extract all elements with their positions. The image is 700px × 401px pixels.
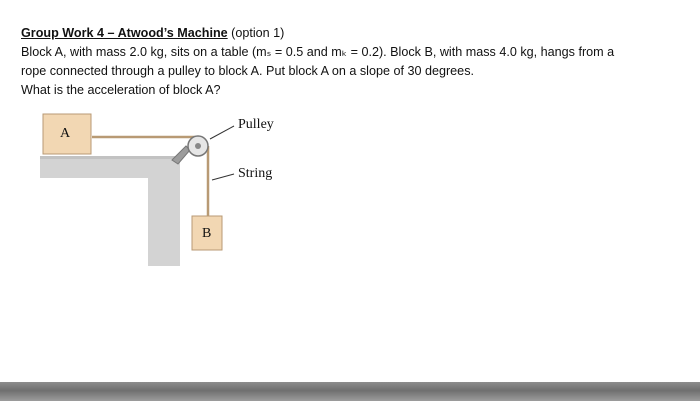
problem-option: (option 1): [227, 26, 285, 40]
atwood-figure: [40, 108, 340, 268]
problem-line-2: rope connected through a pulley to block A. Put block A on a slope of 30 degrees.: [21, 64, 474, 78]
bottom-bar: [0, 382, 700, 401]
problem-heading: [21, 24, 691, 43]
problem-title: Group Work 4 – Atwood’s Machine: [21, 26, 228, 40]
atwood-diagram: [40, 108, 340, 268]
pulley-label: Pulley: [238, 117, 274, 132]
string-label: String: [238, 166, 273, 181]
problem-line-1: Block A, with mass 2.0 kg, sits on a table (mₛ = 0.5 and mₖ = 0.2). Block B, with mass 4.0 kg, hangs from a: [21, 45, 615, 59]
problem-question: What is the acceleration of block A?: [21, 83, 221, 97]
string-leader-line: [212, 174, 234, 180]
problem-text: [21, 24, 691, 100]
table-top-edge: [40, 156, 180, 159]
pulley-bracket: [172, 146, 190, 164]
pulley-axle: [195, 143, 201, 149]
block-b-label: B: [202, 226, 212, 241]
pulley-leader-line: [210, 126, 234, 139]
block-a-label: A: [60, 126, 71, 141]
table: [40, 158, 180, 266]
